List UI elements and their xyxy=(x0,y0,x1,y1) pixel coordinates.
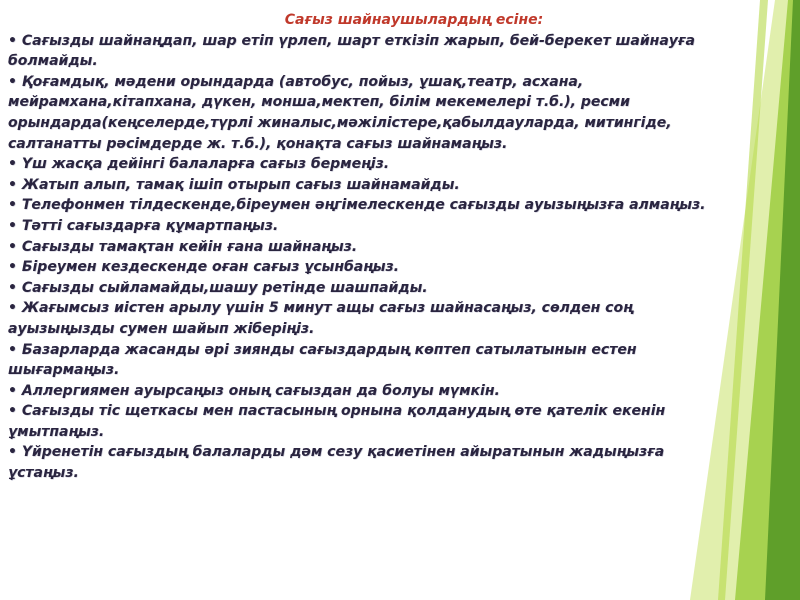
bullet: • xyxy=(8,382,17,399)
list-item xyxy=(8,401,720,442)
list-item xyxy=(8,278,720,299)
list-item-text: Біреумен кездескенде оған сағыз ұсынбаңыз. xyxy=(21,259,400,276)
list-item xyxy=(8,31,720,72)
list-item xyxy=(8,154,720,175)
bullet: • xyxy=(8,444,17,461)
list-item-text: Сағызды шайнаңдап, шар етіп үрлеп, шарт еткізіп жарып, бей-берекет шайнауға болмайды. xyxy=(8,32,695,70)
bullet: • xyxy=(8,300,17,317)
list-item xyxy=(8,340,720,381)
bullet: • xyxy=(8,403,17,420)
text-content xyxy=(8,10,720,484)
list-item xyxy=(8,237,720,258)
list-item-text: Базарларда жасанды әрі зиянды сағыздардың көптеп сатылатынын естен шығармаңыз. xyxy=(8,341,637,379)
list-item xyxy=(8,298,720,339)
list-item-text: Қоғамдық, мәдени орындарда (автобус, пойыз, ұшақ,театр, асхана, мейрамхана,кітапхана, дүкен, монша,мектеп, білім мекемелері т.б.), ресми орындарда(кеңселерде,түрлі жиналыс,мәжілістере,қабылдауларда, митингіде, салтанатты рәсімдерде ж. т.б.), қонақта сағыз шайнамаңыз. xyxy=(8,73,672,152)
list-item-text: Тәтті сағыздарға құмартпаңыз. xyxy=(21,217,279,234)
bullet: • xyxy=(8,341,17,358)
list-item-text: Сағызды сыйламайды,шашу ретінде шашпайды. xyxy=(21,279,428,296)
bullet: • xyxy=(8,32,17,49)
list-item xyxy=(8,195,720,216)
list-item-text: Сағызды тамақтан кейін ғана шайнаңыз. xyxy=(21,238,358,255)
bullet: • xyxy=(8,217,17,234)
list-item-text: Аллергиямен ауырсаңыз оның сағыздан да болуы мүмкін. xyxy=(21,382,500,399)
list-item-text: Сағызды тіс щеткасы мен пастасының орнына қолданудың өте қателік екенін ұмытпаңыз. xyxy=(8,403,666,440)
bullet: • xyxy=(8,73,17,90)
list-item xyxy=(8,257,720,278)
list-item xyxy=(8,442,720,483)
list-item-text: Жағымсыз иістен арылу үшін 5 минут ащы сағыз шайнасаңыз, сөлден соң ауызыңызды сумен шайып жіберіңіз. xyxy=(8,300,633,337)
list-item-text: Телефонмен тілдескенде,біреумен әңгімелескенде сағызды ауызыңызға алмаңыз. xyxy=(21,197,706,214)
list-item-text: Жатып алып, тамақ ішіп отырып сағыз шайнамайды. xyxy=(21,176,460,193)
list-item xyxy=(8,175,720,196)
list-item xyxy=(8,216,720,237)
bullet: • xyxy=(8,259,17,276)
list-item-text: Үш жасқа дейінгі балаларға сағыз бермеңіз. xyxy=(21,156,390,173)
list-item xyxy=(8,381,720,402)
slide-title: Сағыз шайнаушылардың есіне: xyxy=(284,12,544,28)
rules-list xyxy=(8,31,720,484)
bullet: • xyxy=(8,156,17,173)
bullet: • xyxy=(8,176,17,193)
list-item xyxy=(8,72,720,154)
bullet: • xyxy=(8,197,17,214)
bullet: • xyxy=(8,279,17,296)
list-item-text: Үйренетін сағыздың балаларды дәм сезу қасиетінен айыратынын жадыңызға ұстаңыз. xyxy=(8,444,665,482)
bullet: • xyxy=(8,238,17,255)
